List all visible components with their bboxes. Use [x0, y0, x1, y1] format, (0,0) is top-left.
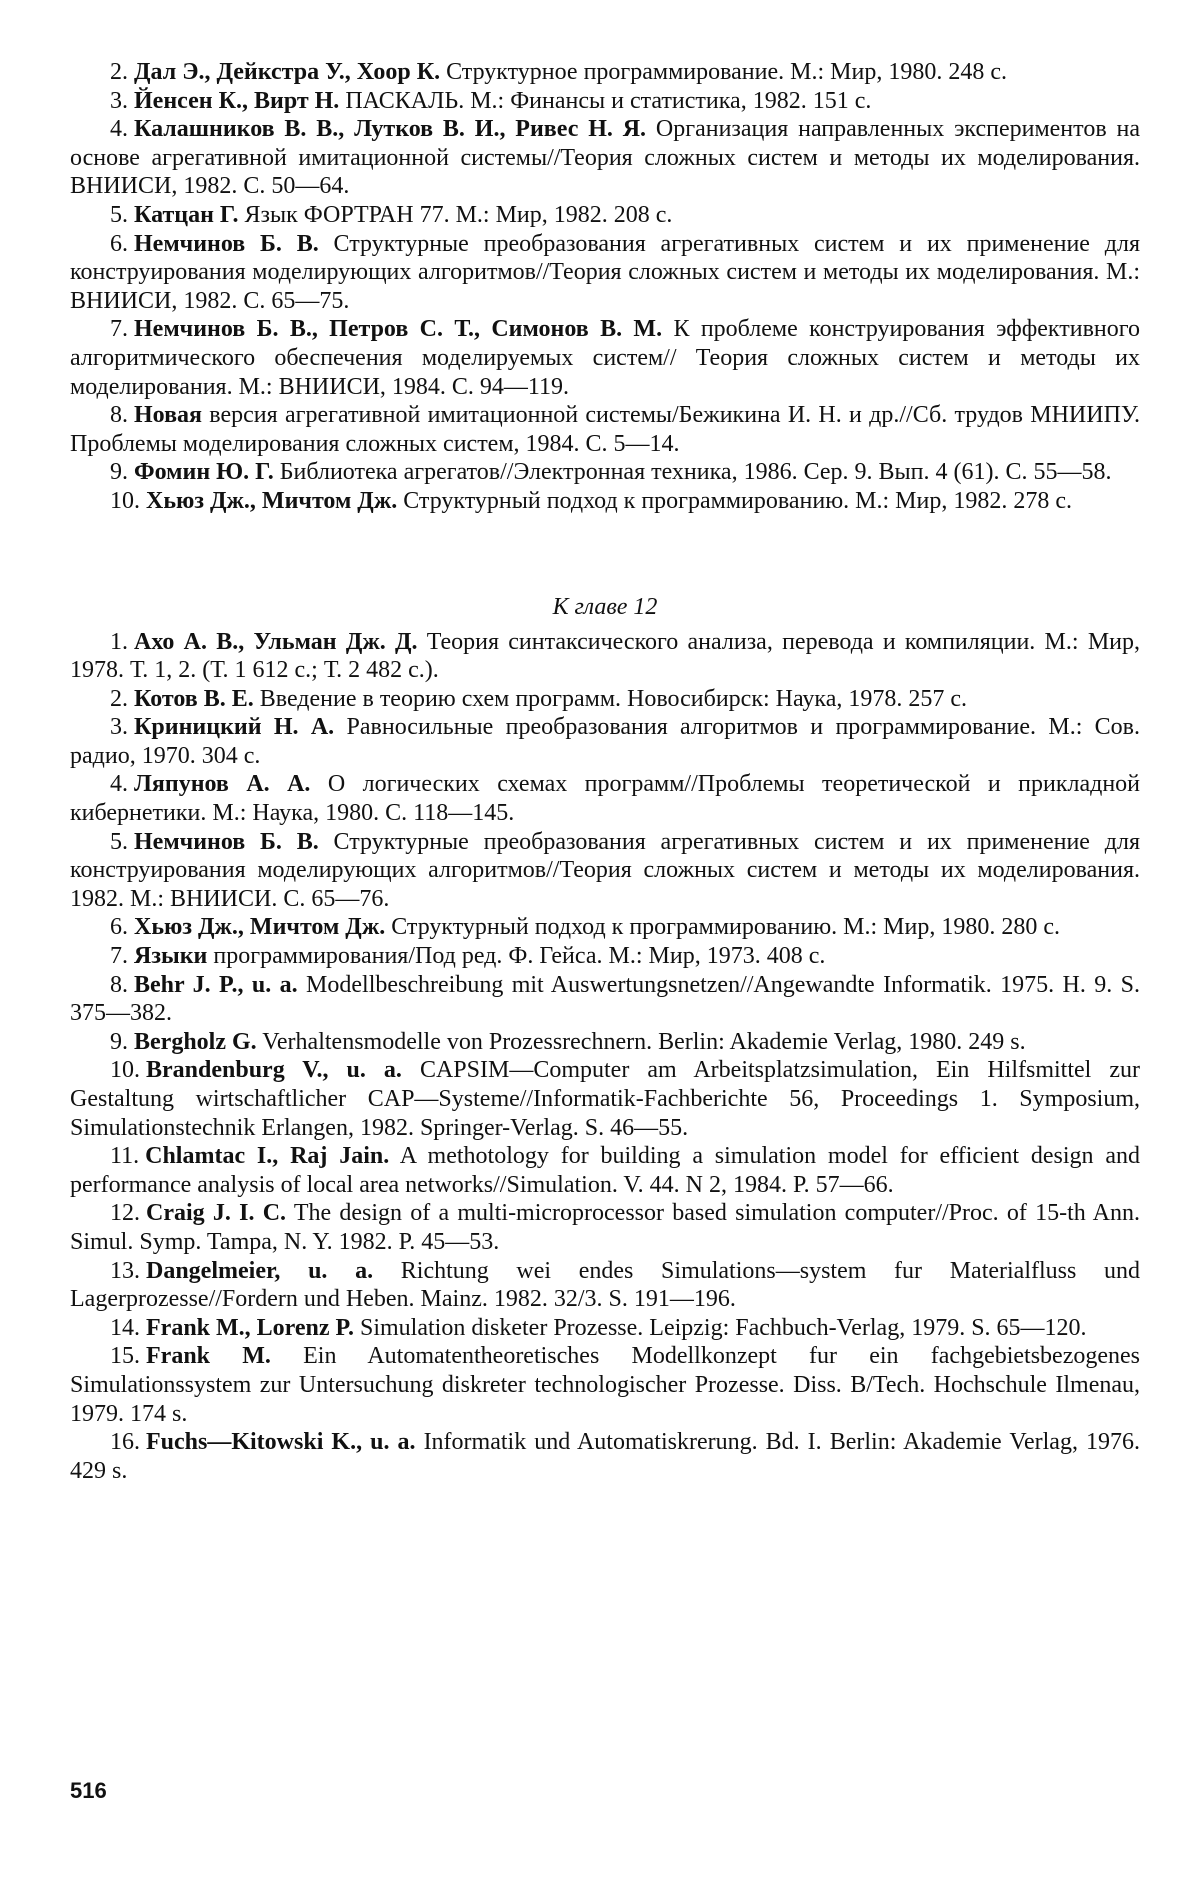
reference-text: О логических схемах программ//Проблемы теоретической и прикладной кибернетики. М.: Наука, 1980. С. 118—145. [70, 771, 1141, 827]
reference-text: Структурные преобразования агрегативных систем и их применение для конструирования моделирующих алгоритмов//Теория сложных систем и методы их моделирования. М.: ВНИИСИ, 1982. С. 65—75. [70, 230, 1140, 314]
reference-entry: 9. Фомин Ю. Г. Библиотека агрегатов//Электронная техника, 1986. Сер. 9. Вып. 4 (61). С. 55—58. [110, 459, 1112, 486]
reference-entry: 6. Хьюз Дж., Мичтом Дж. Структурный подход к программированию. М.: Мир, 1980. 280 с. [110, 914, 1061, 941]
reference-text: Ein Automatentheoretisches Modellkonzept fur ein fachgebietsbezogenes Simulationssystem zur Untersuchung diskreter technologischer Prozesse. Diss. B/Tech. Hochschule Ilmenau, 1979. 174 s. [70, 1343, 1141, 1427]
reference-entry: 2. Дал Э., Дейкстра У., Хоор К. Структурное программирование. М.: Мир, 1980. 248 с. [110, 59, 1007, 85]
reference-entry: 14. Frank M., Lorenz P. Simulation disketer Prozesse. Leipzig: Fachbuch-Verlag, 1979. S. 65—120. [110, 1314, 1087, 1341]
reference-entry: 5. Немчинов Б. В. Структурные преобразования агрегативных систем и их применение для конструирования моделирующих алгоритмов//Теория сложных систем и методы их моделирования. 1982. М.: ВНИИСИ. С. 65—76. [70, 828, 1140, 912]
reference-text: Структурный подход к программированию. М.: Мир, 1982. 278 с. [403, 487, 1073, 514]
reference-authors: Йенсен К., Вирт Н. [134, 87, 340, 114]
reference-authors: Bergholz G. [134, 1028, 257, 1055]
reference-authors: Языки [134, 943, 208, 970]
reference-entry: 2. Котов В. Е. Введение в теорию схем программ. Новосибирск: Наука, 1978. 257 с. [110, 685, 968, 712]
reference-text: Richtung wei endes Simulations—system fur Materialfluss und Lagerprozesse//Fordern und Heben. Mainz. 1982. 32/3. S. 191—196. [70, 1257, 1141, 1313]
reference-text: версия агрегативной имитационной системы/Бежикина И. Н. и др.//Сб. трудов МНИИПУ. Проблемы моделирования сложных систем, 1984. С. 5—14. [70, 402, 1141, 457]
reference-authors: Brandenburg V., u. a. [146, 1057, 402, 1084]
reference-authors: Ляпунов А. А. [134, 771, 311, 798]
reference-entry: 3. Йенсен К., Вирт Н. ПАСКАЛЬ. М.: Финансы и статистика, 1982. 151 с. [110, 87, 872, 114]
reference-authors: Немчинов Б. В., Петров С. Т., Симонов В. М. [134, 316, 663, 343]
reference-text: Язык ФОРТРАН 77. М.: Мир, 1982. 208 с. [244, 201, 673, 228]
reference-authors: Катцан Г. [134, 201, 239, 228]
reference-entry: 10. Brandenburg V., u. a. CAPSIM—Computer am Arbeitsplatzsimulation, Ein Hilfsmittel zur Gestaltung wirtschaftlicher CAP—Systeme//Informatik-Fachberichte 56, Proceedings 1. Symposium, Simulationstechnik Erlangen, 1982. Springer-Verlag. S. 46—55. [70, 1057, 1140, 1141]
reference-entry: 15. Frank M. Ein Automatentheoretisches Modellkonzept fur ein fachgebietsbezogenes Simulationssystem zur Untersuchung diskreter technologischer Prozesse. Diss. B/Tech. Hochschule Ilmenau, 1979. 174 s. [70, 1343, 1141, 1427]
reference-text: Simulation disketer Prozesse. Leipzig: Fachbuch-Verlag, 1979. S. 65—120. [360, 1314, 1087, 1341]
reference-authors: Калашников В. В., Лутков В. И., Ривес Н. Я. [134, 116, 647, 143]
reference-text: Равносильные преобразования алгоритмов и программирование. М.: Сов. радио, 1970. 304 с. [70, 714, 1141, 769]
reference-authors: Хьюз Дж., Мичтом Дж. [134, 914, 386, 941]
reference-entry: 6. Немчинов Б. В. Структурные преобразования агрегативных систем и их применение для конструирования моделирующих алгоритмов//Теория сложных систем и методы их моделирования. М.: ВНИИСИ, 1982. С. 65—75. [70, 230, 1140, 314]
reference-text: Структурный подход к программированию. М.: Мир, 1980. 280 с. [391, 914, 1061, 941]
reference-authors: Behr J. P., u. a. [134, 971, 298, 998]
page-number: 516 [70, 1778, 107, 1803]
reference-authors: Frank M., Lorenz P. [146, 1314, 354, 1341]
reference-entry: 10. Хьюз Дж., Мичтом Дж. Структурный подход к программированию. М.: Мир, 1982. 278 с. [110, 487, 1073, 514]
reference-entry: 7. Языки программирования/Под ред. Ф. Гейса. М.: Мир, 1973. 408 с. [110, 943, 826, 970]
reference-text: A methotology for building a simulation model for efficient design and performance analysis of local area networks//Simulation. V. 44. N 2, 1984. P. 57—66. [70, 1143, 1140, 1198]
reference-authors: Немчинов Б. В. [134, 230, 319, 257]
reference-entry: 5. Катцан Г. Язык ФОРТРАН 77. М.: Мир, 1982. 208 с. [110, 201, 673, 228]
reference-authors: Криницкий Н. А. [134, 714, 335, 741]
reference-entry: 9. Bergholz G. Verhaltensmodelle von Prozessrechnern. Berlin: Akademie Verlag, 1980. 249 s. [110, 1028, 1026, 1055]
reference-authors: Craig J. I. C. [146, 1200, 287, 1227]
reference-text: Теория синтаксического анализа, перевода и компиляции. М.: Мир, 1978. Т. 1, 2. (Т. 1 612 с.; Т. 2 482 с.). [70, 628, 1140, 684]
reference-entry: 4. Калашников В. В., Лутков В. И., Ривес Н. Я. Организация направленных экспериментов на основе агрегативной имитационной системы//Теория сложных систем и методы их моделирования. ВНИИСИ, 1982. С. 50—64. [70, 116, 1141, 200]
reference-text: Informatik und Automatiskrerung. Bd. I. Berlin: Akademie Verlag, 1976. 429 s. [70, 1429, 1140, 1484]
reference-entry: 1. Ахо А. В., Ульман Дж. Д. Теория синтаксического анализа, перевода и компиляции. М.: Мир, 1978. Т. 1, 2. (Т. 1 612 с.; Т. 2 482 с.). [70, 628, 1140, 684]
reference-text: Введение в теорию схем программ. Новосибирск: Наука, 1978. 257 с. [259, 685, 968, 712]
reference-text: Verhaltensmodelle von Prozessrechnern. Berlin: Akademie Verlag, 1980. 249 s. [262, 1028, 1026, 1055]
reference-entry: 13. Dangelmeier, u. a. Richtung wei endes Simulations—system fur Materialfluss und Lagerprozesse//Fordern und Heben. Mainz. 1982. 32/3. S. 191—196. [70, 1257, 1141, 1313]
reference-text: программирования/Под ред. Ф. Гейса. М.: Мир, 1973. 408 с. [213, 943, 826, 970]
reference-entry: 8. Новая версия агрегативной имитационной системы/Бежикина И. Н. и др.//Сб. трудов МНИИПУ. Проблемы моделирования сложных систем, 1984. С. 5—14. [70, 402, 1141, 457]
reference-entry: 12. Craig J. I. C. The design of a multi-microprocessor based simulation computer//Proc. of 15-th Ann. Simul. Symp. Tampa, N. Y. 1982. P. 45—53. [70, 1200, 1141, 1255]
reference-text: К проблеме конструирования эффективного алгоритмического обеспечения моделируемых систем// Теория сложных систем и методы их моделирования. М.: ВНИИСИ, 1984. С. 94—119. [70, 316, 1141, 400]
reference-list-continued [70, 58, 1140, 516]
reference-text: Библиотека агрегатов//Электронная техника, 1986. Сер. 9. Вып. 4 (61). С. 55—58. [279, 459, 1112, 486]
reference-text: Modellbeschreibung mit Auswertungsnetzen//Angewandte Informatik. 1975. H. 9. S. 375—382. [70, 971, 1141, 1027]
reference-list-chapter-12 [70, 628, 1140, 1486]
reference-authors: Chlamtac I., Raj Jain. [145, 1143, 390, 1170]
reference-entry: 3. Криницкий Н. А. Равносильные преобразования алгоритмов и программирование. М.: Сов. радио, 1970. 304 с. [70, 714, 1141, 769]
reference-entry: 11. Chlamtac I., Raj Jain. A methotology for building a simulation model for efficient design and performance analysis of local area networks//Simulation. V. 44. N 2, 1984. P. 57—66. [70, 1143, 1140, 1198]
reference-authors: Дал Э., Дейкстра У., Хоор К. [134, 59, 441, 85]
reference-text: ПАСКАЛЬ. М.: Финансы и статистика, 1982. 151 с. [345, 87, 872, 114]
reference-text: Структурное программирование. М.: Мир, 1980. 248 с. [446, 59, 1007, 85]
reference-authors: Хьюз Дж., Мичтом Дж. [146, 487, 398, 514]
reference-text: CAPSIM—Computer am Arbeitsplatzsimulation, Ein Hilfsmittel zur Gestaltung wirtschaftlicher CAP—Systeme//Informatik-Fachberichte 56, Proceedings 1. Symposium, Simulationstechnik Erlangen, 1982. Springer-Verlag. S. 46—55. [70, 1057, 1140, 1141]
chapter-heading: К главе 12 [552, 593, 658, 620]
reference-entry: 16. Fuchs—Kitowski K., u. a. Informatik und Automatiskrerung. Bd. I. Berlin: Akademie Verlag, 1976. 429 s. [70, 1429, 1140, 1484]
reference-entry: 4. Ляпунов А. А. О логических схемах программ//Проблемы теоретической и прикладной кибернетики. М.: Наука, 1980. С. 118—145. [70, 771, 1141, 827]
reference-authors: Frank M. [146, 1343, 271, 1370]
reference-authors: Ахо А. В., Ульман Дж. Д. [134, 628, 418, 655]
reference-authors: Fuchs—Kitowski K., u. a. [146, 1429, 416, 1456]
reference-authors: Котов В. Е. [134, 685, 254, 712]
reference-text: The design of a multi-microprocessor based simulation computer//Proc. of 15-th Ann. Simul. Symp. Tampa, N. Y. 1982. P. 45—53. [70, 1200, 1141, 1255]
reference-entry: 8. Behr J. P., u. a. Modellbeschreibung mit Auswertungsnetzen//Angewandte Informatik. 1975. H. 9. S. 375—382. [70, 971, 1141, 1027]
reference-authors: Немчинов Б. В. [134, 828, 319, 855]
reference-authors: Фомин Ю. Г. [134, 459, 274, 486]
reference-entry: 7. Немчинов Б. В., Петров С. Т., Симонов В. М. К проблеме конструирования эффективного алгоритмического обеспечения моделируемых систем// Теория сложных систем и методы их моделирования. М.: ВНИИСИ, 1984. С. 94—119. [70, 316, 1141, 400]
reference-authors: Новая [134, 402, 203, 429]
reference-text: Структурные преобразования агрегативных систем и их применение для конструирования моделирующих алгоритмов//Теория сложных систем и методы их моделирования. 1982. М.: ВНИИСИ. С. 65—76. [70, 828, 1140, 912]
reference-text: Организация направленных экспериментов на основе агрегативной имитационной системы//Теория сложных систем и методы их моделирования. ВНИИСИ, 1982. С. 50—64. [70, 116, 1141, 200]
reference-authors: Dangelmeier, u. a. [146, 1257, 374, 1284]
